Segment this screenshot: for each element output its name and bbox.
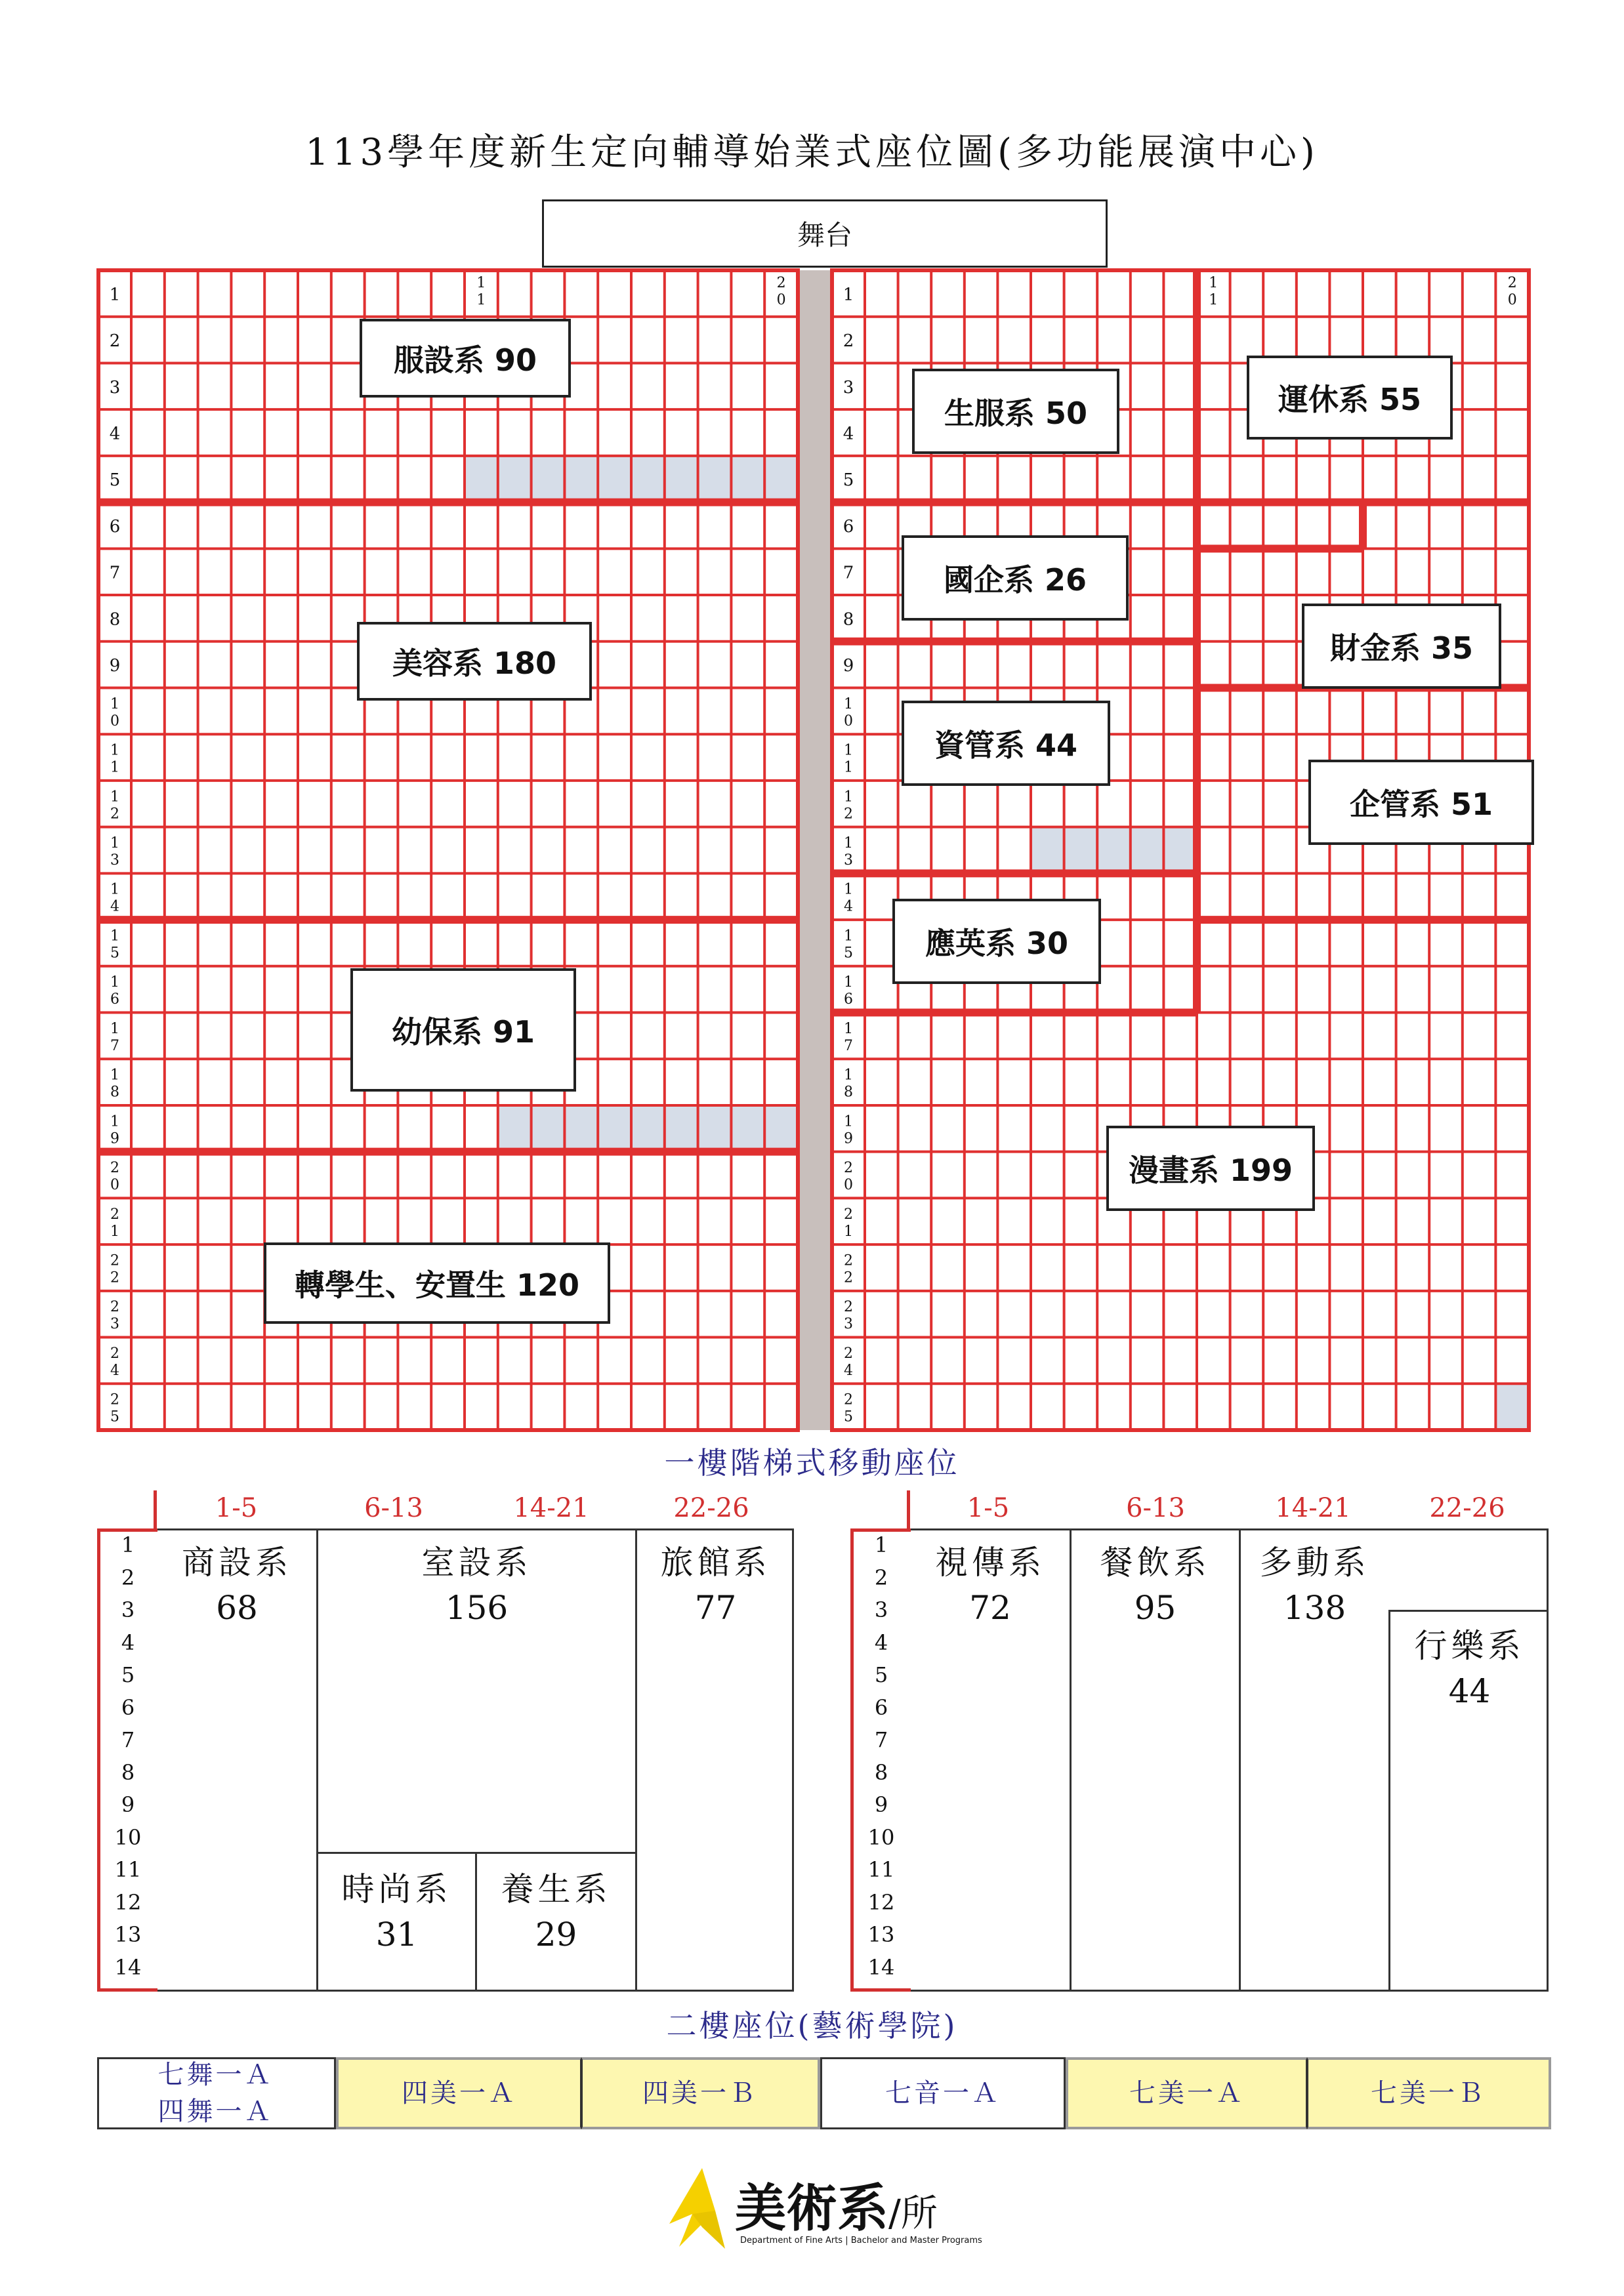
mobile-row-number: 13 [114, 1922, 142, 1947]
col-marker: 1 [476, 275, 486, 291]
dept-count: 138 [1283, 1589, 1346, 1627]
mobile-row-number: 5 [874, 1662, 888, 1687]
row-label: 1 [844, 881, 853, 898]
dept-yangsheng [475, 1854, 635, 1992]
logo-main-text [735, 2167, 938, 2241]
row-label: 1 [844, 759, 853, 776]
dept-label-caijin: 財金系 35 [1302, 604, 1501, 689]
col-range-22-26: 22-26 [1429, 1493, 1505, 1523]
row-label: 1 [844, 974, 853, 991]
row-label: 2 [844, 1299, 853, 1316]
mobile-row-number: 1 [874, 1532, 888, 1557]
floor2-cell-4mei-b: 四美一Ｂ [581, 2057, 820, 2129]
row-label: 2 [844, 1206, 853, 1223]
row-label: 2 [110, 1160, 119, 1177]
row-label: 9 [844, 1130, 853, 1147]
mobile-row-number: 11 [114, 1857, 142, 1882]
row-label: 2 [110, 1206, 119, 1223]
row-label: 1 [110, 759, 119, 776]
reserved-seats [1031, 827, 1197, 874]
mobile-row-number: 6 [874, 1694, 888, 1720]
floor2-cell-label: 七舞一Ａ [157, 2060, 274, 2090]
dept-label-ziguan: 資管系 44 [902, 701, 1110, 786]
dept-canyin [1070, 1528, 1239, 1992]
row-label: 1 [110, 789, 119, 806]
dept-duodong [1239, 1528, 1388, 1992]
mobile-row-number: 13 [867, 1922, 895, 1947]
row-label: 1 [109, 285, 121, 305]
reserved-seats [1495, 1384, 1529, 1430]
row-label: 1 [844, 1020, 853, 1037]
mobile-row-number: 9 [121, 1792, 135, 1817]
row-label: 1 [110, 881, 119, 898]
mobile-row-number: 7 [874, 1727, 888, 1752]
row-label: 2 [110, 1252, 119, 1269]
row-label: 2 [110, 1299, 119, 1316]
dept-label-qiguan: 企管系 51 [1308, 760, 1534, 845]
mobile-row-number: 11 [867, 1857, 895, 1882]
row-label: 2 [843, 331, 854, 352]
row-label: 9 [843, 656, 854, 676]
dept-label-yingying: 應英系 30 [892, 899, 1101, 984]
dept-xingyue [1388, 1610, 1549, 1992]
floor2-title: 二樓座位(藝術學院) [666, 2008, 958, 2043]
dept-shichuan [911, 1528, 1070, 1992]
row-label: 8 [109, 609, 121, 630]
row-label: 6 [110, 991, 119, 1008]
dept-name: 時尚系 [341, 1870, 452, 1908]
col-marker: 2 [776, 275, 786, 291]
dept-label-fushe: 服設系 90 [360, 319, 571, 398]
row-label: 4 [110, 898, 119, 915]
row-label: 5 [844, 945, 853, 962]
row-label: 5 [109, 470, 121, 491]
mobile-row-number: 14 [867, 1954, 895, 1980]
dept-name: 商設系 [182, 1544, 292, 1582]
row-label: 2 [844, 1252, 853, 1269]
row-label: 1 [844, 835, 853, 851]
dept-label-guoqi: 國企系 26 [902, 535, 1129, 621]
mobile-row-number: 8 [121, 1759, 135, 1785]
col-range-14-21: 14-21 [513, 1493, 589, 1523]
row-label: 0 [844, 1177, 853, 1194]
row-label: 3 [109, 377, 121, 398]
dept-count: 77 [694, 1589, 737, 1627]
col-range-1-5: 1-5 [967, 1493, 1010, 1523]
row-label: 1 [110, 695, 119, 712]
mobile-seat-title: 一樓階梯式移動座位 [664, 1445, 960, 1481]
col-marker: 1 [1209, 275, 1218, 291]
row-label: 8 [843, 609, 854, 630]
col-marker: 1 [1209, 292, 1218, 308]
aisle [798, 270, 832, 1430]
row-label: 1 [110, 742, 119, 759]
dept-label-yunxiu: 運休系 55 [1247, 356, 1453, 440]
dept-label-shengfu: 生服系 50 [912, 369, 1119, 454]
col-marker: 0 [776, 292, 786, 308]
mobile-row-number: 9 [874, 1792, 888, 1817]
row-label: 6 [109, 516, 121, 537]
red-marker [154, 1490, 157, 1528]
row-label: 1 [110, 1020, 119, 1037]
mobile-row-number: 3 [874, 1597, 888, 1622]
dept-name: 視傳系 [935, 1544, 1045, 1582]
row-label: 2 [844, 1160, 853, 1177]
dept-name: 室設系 [421, 1544, 532, 1582]
row-label: 1 [844, 695, 853, 712]
dept-lvguan [635, 1528, 794, 1992]
row-label: 1 [844, 742, 853, 759]
dept-shishang [316, 1854, 475, 1992]
col-range-6-13: 6-13 [1126, 1493, 1185, 1523]
mobile-row-number: 4 [121, 1630, 135, 1655]
floor2-cell-4mei-a: 四美一Ａ [336, 2057, 581, 2129]
dept-count: 95 [1134, 1589, 1176, 1627]
mobile-row-number: 12 [114, 1889, 142, 1915]
floor2-cell-music: 七音一Ａ [820, 2057, 1066, 2129]
row-label: 1 [843, 285, 854, 305]
row-label: 1 [844, 928, 853, 945]
row-label: 1 [110, 1113, 119, 1130]
row-label: 1 [110, 835, 119, 851]
row-label: 1 [844, 1113, 853, 1130]
row-label: 6 [843, 516, 854, 537]
row-label: 7 [109, 563, 121, 583]
mobile-row-number: 10 [867, 1824, 895, 1850]
row-label: 3 [844, 1316, 853, 1333]
reserved-seats [498, 1105, 798, 1152]
row-label: 9 [109, 656, 121, 676]
dept-count: 72 [969, 1589, 1011, 1627]
col-range-22-26: 22-26 [673, 1493, 749, 1523]
row-label: 5 [110, 1408, 119, 1425]
dept-name: 旅館系 [660, 1544, 771, 1582]
logo-subtitle: Department of Fine Arts | Bachelor and Master Programs [740, 2236, 982, 2245]
mobile-row-number: 14 [114, 1954, 142, 1980]
row-label: 9 [110, 1130, 119, 1147]
mobile-row-number: 5 [121, 1662, 135, 1687]
row-label: 7 [844, 1037, 853, 1054]
logo-main: 美術系 [735, 2179, 889, 2238]
mobile-row-number: 1 [121, 1532, 135, 1557]
dept-label-meirong: 美容系 180 [357, 622, 592, 701]
row-label: 3 [843, 377, 854, 398]
col-marker: 0 [1507, 292, 1517, 308]
dept-shangshe [157, 1528, 316, 1992]
row-label: 5 [843, 470, 854, 491]
row-label: 3 [844, 852, 853, 869]
row-label: 4 [844, 898, 853, 915]
row-label: 0 [110, 1177, 119, 1194]
row-label: 2 [844, 1391, 853, 1408]
dept-count: 68 [216, 1589, 258, 1627]
dept-name: 多動系 [1259, 1544, 1370, 1582]
row-label: 1 [110, 974, 119, 991]
dept-count: 29 [535, 1916, 577, 1954]
dept-label-transfer: 轉學生、安置生 120 [264, 1242, 610, 1324]
dept-label-youbao: 幼保系 91 [350, 968, 576, 1092]
col-range-6-13: 6-13 [364, 1493, 423, 1523]
row-label: 4 [843, 424, 854, 444]
floor2-cell-7mei-a: 七美一Ａ [1066, 2057, 1307, 2129]
row-label: 1 [110, 1067, 119, 1084]
col-marker: 2 [1507, 275, 1517, 291]
mobile-row-number: 6 [121, 1694, 135, 1720]
floor2-cell-7mei-b: 七美一Ｂ [1307, 2057, 1551, 2129]
row-label: 7 [843, 563, 854, 583]
red-marker [907, 1490, 910, 1528]
row-label: 0 [844, 712, 853, 729]
dept-label-manhua: 漫畫系 199 [1106, 1126, 1315, 1211]
row-label: 5 [110, 945, 119, 962]
logo-mark-icon [663, 2165, 741, 2250]
row-label: 8 [844, 1084, 853, 1101]
col-range-14-21: 14-21 [1275, 1493, 1351, 1523]
dept-count: 44 [1448, 1672, 1491, 1710]
row-label: 3 [110, 1316, 119, 1333]
dept-count: 31 [375, 1916, 418, 1954]
row-label: 3 [110, 852, 119, 869]
row-label: 2 [110, 1391, 119, 1408]
floor2-cell-label2: 四舞一Ａ [157, 2097, 274, 2127]
row-label: 1 [110, 1223, 119, 1240]
logo-suffix: /所 [888, 2192, 938, 2235]
row-label: 4 [109, 424, 121, 444]
row-label: 1 [844, 1067, 853, 1084]
row-label: 1 [844, 789, 853, 806]
dept-shishe [316, 1528, 635, 1854]
row-label: 2 [844, 806, 853, 823]
page-title: 113學年度新生定向輔導始業式座位圖(多功能展演中心) [305, 131, 1319, 174]
dept-count: 156 [445, 1589, 509, 1627]
row-label: 8 [110, 1084, 119, 1101]
mobile-row-number: 8 [874, 1759, 888, 1785]
col-marker: 1 [476, 292, 486, 308]
row-label: 6 [844, 991, 853, 1008]
mobile-row-number: 3 [121, 1597, 135, 1622]
stage: 舞台 [542, 199, 1108, 268]
row-label: 4 [110, 1362, 119, 1379]
row-label: 2 [110, 1345, 119, 1362]
row-label: 7 [110, 1037, 119, 1054]
row-label: 1 [110, 928, 119, 945]
floor2-cell-dance [97, 2057, 336, 2129]
mobile-row-number: 2 [121, 1565, 135, 1590]
row-label: 2 [110, 806, 119, 823]
row-label: 2 [844, 1345, 853, 1362]
row-label: 0 [110, 712, 119, 729]
row-label: 1 [844, 1223, 853, 1240]
row-label: 2 [109, 331, 121, 352]
row-label: 5 [844, 1408, 853, 1425]
row-label: 2 [844, 1269, 853, 1286]
mobile-row-number: 7 [121, 1727, 135, 1752]
mobile-row-number: 4 [874, 1630, 888, 1655]
row-label: 2 [110, 1269, 119, 1286]
mobile-row-number: 12 [867, 1889, 895, 1915]
dept-name: 餐飲系 [1100, 1544, 1211, 1582]
dept-name: 養生系 [501, 1870, 612, 1908]
dept-name: 行樂系 [1414, 1627, 1525, 1665]
mobile-row-number: 10 [114, 1824, 142, 1850]
row-label: 4 [844, 1362, 853, 1379]
mobile-row-number: 2 [874, 1565, 888, 1590]
col-range-1-5: 1-5 [215, 1493, 258, 1523]
